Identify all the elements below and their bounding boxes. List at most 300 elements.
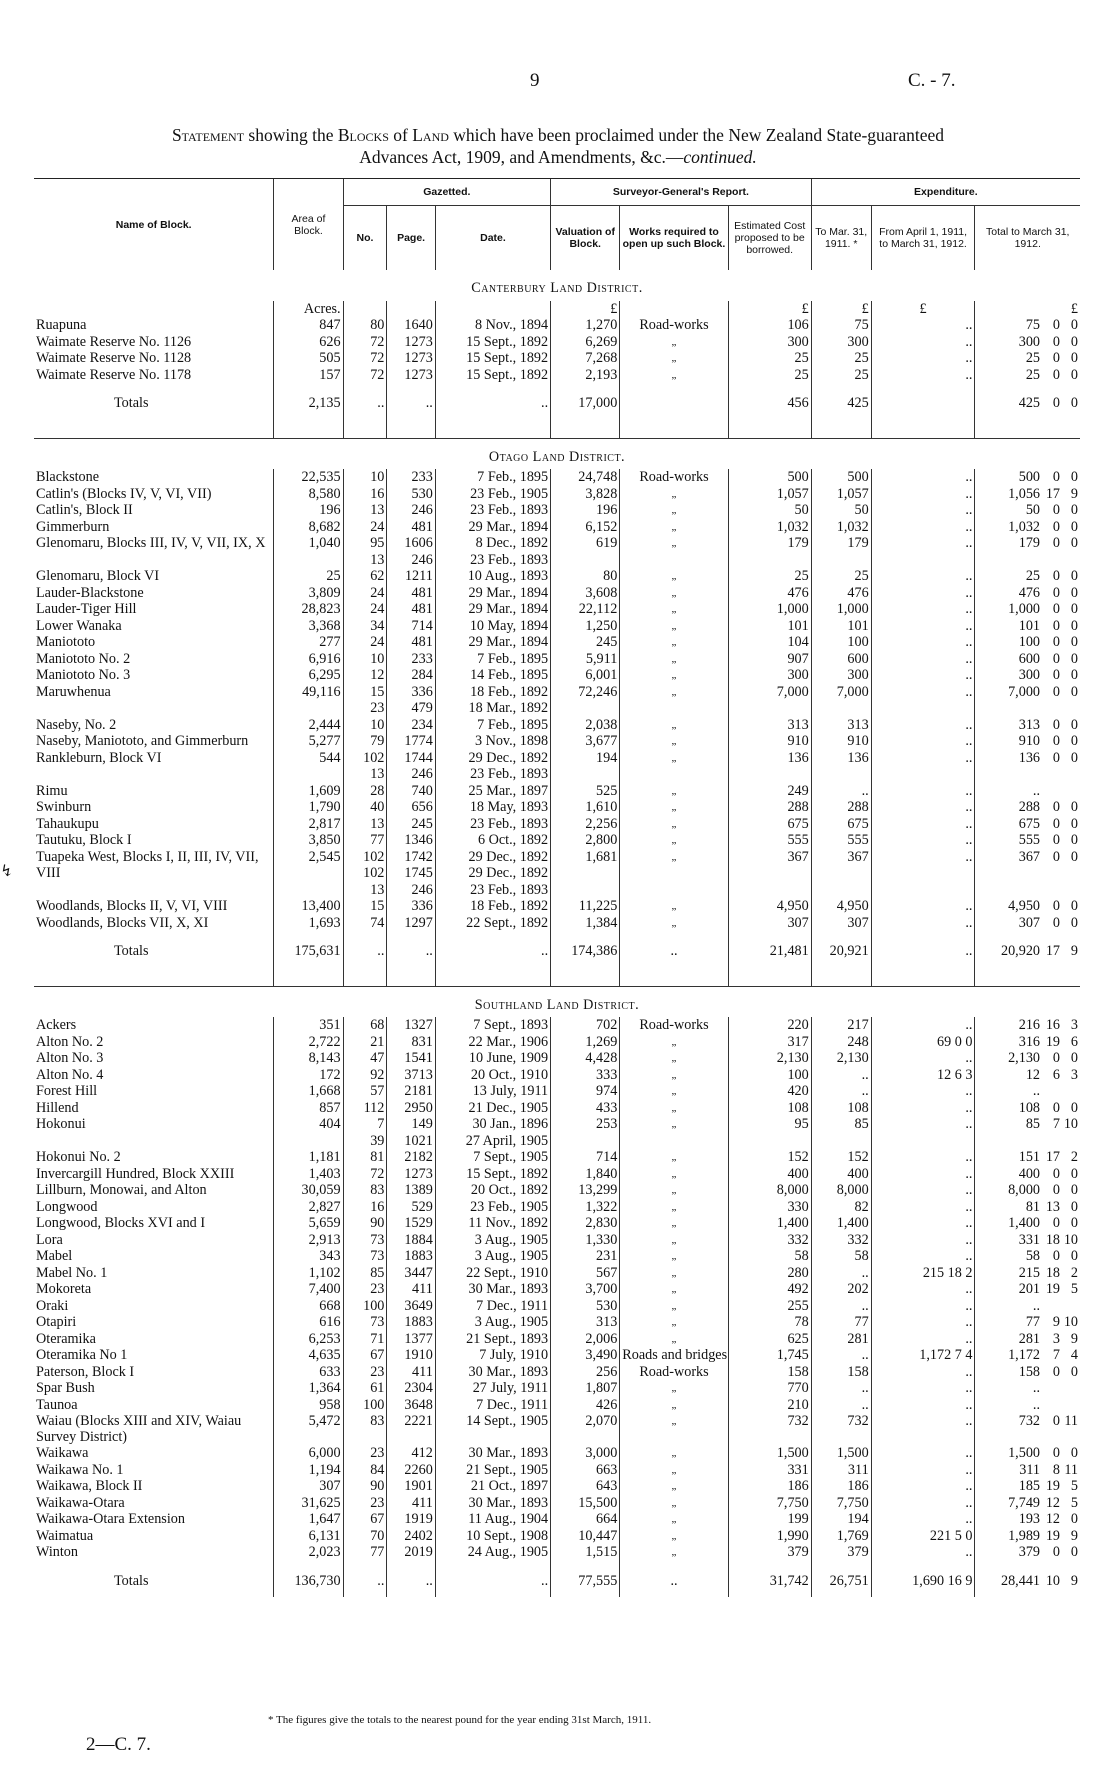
expenditure-to-1911: 2,130: [811, 1050, 871, 1067]
gazette-date: 29 Mar., 1894: [435, 601, 550, 618]
gazette-no: 95 13: [343, 535, 387, 568]
expenditure-to-1911: 50: [811, 502, 871, 519]
valuation: 11,225: [551, 898, 620, 915]
expenditure-to-1911: 332: [811, 1232, 871, 1249]
works-required: „: [620, 1248, 728, 1265]
area-acres: 196: [274, 502, 343, 519]
total-pounds: 400: [1018, 1165, 1040, 1182]
valuation: 2,830: [551, 1215, 620, 1232]
total-pounds: 81: [1025, 1198, 1040, 1215]
separator-cell: [387, 968, 435, 987]
gazette-date: 22 Sept., 1910: [435, 1265, 550, 1282]
total-pounds: 1,500: [1008, 1445, 1040, 1461]
expenditure-to-1911: 58: [811, 1248, 871, 1265]
total-pounds: 85: [1025, 1116, 1040, 1132]
estimated-cost: 31,742: [728, 1561, 811, 1598]
total-pounds: 158: [1018, 1363, 1040, 1380]
gazette-date: 22 Mar., 1906: [435, 1034, 550, 1051]
works-required: „: [620, 1413, 728, 1445]
expenditure-to-1911: 500: [811, 469, 871, 486]
total-pence: 0: [1070, 898, 1078, 914]
expenditure-from-1911: ..: [871, 1100, 975, 1117]
total-pence: 0: [1070, 617, 1078, 634]
gazette-date: 29 Dec., 1892 29 Dec., 1892 23 Feb., 1893: [435, 849, 550, 899]
total-pounds: 555: [1018, 832, 1040, 848]
expenditure-from-1911: ..: [871, 350, 975, 367]
total-shillings: 0: [1052, 848, 1060, 865]
total-to-1912: [975, 535, 1080, 568]
estimated-cost: 25: [728, 568, 811, 585]
area-acres: 8,580: [274, 486, 343, 503]
expenditure-to-1911: 217: [811, 1017, 871, 1034]
total-pounds: 425: [1018, 395, 1040, 411]
total-pounds: 7,749: [1008, 1494, 1040, 1511]
district-heading: Canterbury Land District.: [471, 280, 643, 296]
separator-cell: [34, 420, 274, 439]
total-shillings: 19: [1045, 1527, 1060, 1544]
gazette-page: 1910: [387, 1347, 435, 1364]
table-row: [34, 519, 1080, 536]
block-name: Waikawa-Otara Extension: [36, 1511, 185, 1527]
table-row: [34, 1397, 1080, 1414]
area-acres: 175,631: [274, 931, 343, 968]
total-shillings: 0: [1052, 634, 1060, 650]
total-shillings: 0: [1052, 1182, 1060, 1198]
expenditure-from-1911: ..: [871, 502, 975, 519]
works-required: „: [620, 915, 728, 932]
total-shillings: 0: [1052, 584, 1060, 601]
total-shillings: 19: [1045, 1281, 1060, 1297]
estimated-cost: 25: [728, 367, 811, 384]
table-row: [34, 367, 1080, 384]
total-pence: 0: [1070, 848, 1078, 865]
valuation: 2,038: [551, 717, 620, 734]
area-acres: 5,277: [274, 733, 343, 750]
total-pence: 0: [1070, 350, 1078, 366]
table-row: [34, 469, 1080, 486]
total-to-1912: [975, 1298, 1080, 1315]
block-name: Glenomaru, Blocks III, IV, V, VII, IX, X: [36, 535, 266, 551]
works-required: „: [620, 367, 728, 384]
total-to-1912: [975, 799, 1080, 816]
estimated-cost: 770: [728, 1380, 811, 1397]
gazette-page: 245: [387, 816, 435, 833]
total-to-1912: [975, 1232, 1080, 1249]
works-required: „: [620, 1298, 728, 1315]
expenditure-from-1911: ..: [871, 486, 975, 503]
total-shillings: 0: [1052, 1544, 1060, 1560]
gazette-no: 10: [343, 717, 387, 734]
block-name: Tuapeka West, Blocks I, II, III, IV, VII, VIII: [36, 848, 259, 881]
total-shillings: 12: [1045, 1494, 1060, 1511]
area-acres: 5,659: [274, 1215, 343, 1232]
units-row: [34, 301, 1080, 318]
area-acres: 1,194: [274, 1462, 343, 1479]
estimated-cost: 199: [728, 1511, 811, 1528]
total-shillings: 0: [1052, 469, 1060, 485]
total-to-1912: [975, 898, 1080, 915]
estimated-cost: 288: [728, 799, 811, 816]
estimated-cost: 280: [728, 1265, 811, 1282]
total-shillings: 18: [1045, 1264, 1060, 1281]
total-pence: 0: [1070, 568, 1078, 584]
gazette-no: 72: [343, 350, 387, 367]
gazette-no: 10: [343, 651, 387, 668]
valuation: 72,246: [551, 684, 620, 717]
gazette-no: 7 39: [343, 1116, 387, 1149]
gazette-date: 25 Mar., 1897: [435, 783, 550, 800]
valuation: 3,000: [551, 1445, 620, 1462]
total-pounds: 20,920: [1000, 943, 1040, 959]
total-shillings: 19: [1045, 1033, 1060, 1050]
total-pounds: 193: [1018, 1511, 1040, 1527]
total-to-1912: [975, 1561, 1080, 1598]
header-page: Page.: [387, 206, 435, 271]
table-row: [34, 816, 1080, 833]
block-name: Gimmerburn: [36, 518, 110, 535]
table-row: [34, 634, 1080, 651]
total-pounds: 179: [1018, 535, 1040, 551]
works-required: Roads and bridges: [620, 1347, 728, 1364]
header-name-of-block: Name of Block.: [34, 179, 274, 271]
gazette-page: 2181: [387, 1083, 435, 1100]
total-pence: 10: [1063, 1231, 1078, 1248]
gazette-no: 83: [343, 1413, 387, 1445]
header-to-mar-1911: To Mar. 31, 1911. *: [811, 206, 871, 271]
gazette-date: 29 Mar., 1894: [435, 519, 550, 536]
gazette-page: 1541: [387, 1050, 435, 1067]
gazette-page: 246: [387, 502, 435, 519]
estimated-cost: 500: [728, 469, 811, 486]
estimated-cost: 179: [728, 535, 811, 568]
works-required: Road-works: [620, 1364, 728, 1381]
gazette-page: 530: [387, 486, 435, 503]
works-required: „: [620, 816, 728, 833]
table-row: [34, 898, 1080, 915]
expenditure-to-1911: 179: [811, 535, 871, 568]
total-shillings: 3: [1052, 1330, 1060, 1347]
unit-label: [343, 301, 387, 318]
estimated-cost: 317: [728, 1034, 811, 1051]
unit-label: Acres.: [274, 301, 343, 318]
gazette-no: 92: [343, 1067, 387, 1084]
works-required: ..: [620, 931, 728, 968]
estimated-cost: 456: [728, 383, 811, 420]
gazette-page: 481: [387, 634, 435, 651]
total-shillings: 0: [1052, 1248, 1060, 1264]
total-to-1912: [975, 1528, 1080, 1545]
total-shillings: 0: [1052, 1215, 1060, 1231]
header-valuation: Valuation of Block.: [551, 206, 620, 271]
separator-cell: [435, 420, 550, 439]
gazette-date: 21 Sept., 1905: [435, 1462, 550, 1479]
expenditure-from-1911: ..: [871, 799, 975, 816]
works-required: „: [620, 1445, 728, 1462]
valuation: 231: [551, 1248, 620, 1265]
valuation: 619: [551, 535, 620, 568]
gazette-page: 481: [387, 585, 435, 602]
estimated-cost: 25: [728, 350, 811, 367]
total-to-1912: [975, 502, 1080, 519]
total-shillings: 7: [1052, 1347, 1060, 1363]
expenditure-from-1911: 1,690 16 9: [871, 1561, 975, 1598]
total-shillings: 0: [1052, 667, 1060, 683]
total-to-1912: [975, 350, 1080, 367]
expenditure-from-1911: ..: [871, 1331, 975, 1348]
area-acres: 8,682: [274, 519, 343, 536]
estimated-cost: 8,000: [728, 1182, 811, 1199]
margin-mark: ↯: [0, 863, 14, 880]
total-pence: 0: [1070, 914, 1078, 931]
block-name: Swinburn: [36, 799, 92, 815]
total-pounds: 300: [1018, 667, 1040, 683]
gazette-page: 481: [387, 601, 435, 618]
total-to-1912: [975, 1215, 1080, 1232]
total-pounds: 732: [1018, 1413, 1040, 1429]
gazette-date: 15 Sept., 1892: [435, 367, 550, 384]
total-shillings: 0: [1052, 395, 1060, 411]
expenditure-to-1911: 1,500: [811, 1445, 871, 1462]
expenditure-to-1911: ..: [811, 1397, 871, 1414]
works-required: Road-works: [620, 317, 728, 334]
works-required: [620, 383, 728, 420]
estimated-cost: 21,481: [728, 931, 811, 968]
total-to-1912: [975, 667, 1080, 684]
total-to-1912: [975, 1034, 1080, 1051]
block-name: Lauder-Blackstone: [36, 584, 144, 601]
area-acres: 277: [274, 634, 343, 651]
total-pence: 11: [1064, 1413, 1078, 1429]
valuation: 245: [551, 634, 620, 651]
gazette-page: 1211: [387, 568, 435, 585]
area-acres: 1,102: [274, 1265, 343, 1282]
expenditure-to-1911: 732: [811, 1413, 871, 1445]
gazette-no: 77: [343, 832, 387, 849]
total-shillings: 0: [1052, 502, 1060, 518]
expenditure-from-1911: ..: [871, 1445, 975, 1462]
paper-code: C. - 7.: [908, 70, 956, 91]
total-shillings: 17: [1045, 1149, 1060, 1165]
expenditure-from-1911: 69 0 0: [871, 1034, 975, 1051]
valuation: 1,681: [551, 849, 620, 899]
gazette-no: 100: [343, 1397, 387, 1414]
expenditure-from-1911: ..: [871, 1083, 975, 1100]
gazette-page: 2304: [387, 1380, 435, 1397]
total-to-1912: [975, 816, 1080, 833]
gazette-no: 23: [343, 1495, 387, 1512]
separator-cell: [551, 420, 620, 439]
total-to-1912: [975, 717, 1080, 734]
expenditure-from-1911: ..: [871, 1413, 975, 1445]
total-pence: 0: [1070, 1511, 1078, 1527]
separator-cell: [387, 420, 435, 439]
block-name: Maniototo No. 3: [36, 667, 131, 683]
expenditure-from-1911: ..: [871, 1232, 975, 1249]
total-to-1912: [975, 1380, 1080, 1397]
valuation: 2,256: [551, 816, 620, 833]
gazette-page: 1901: [387, 1478, 435, 1495]
total-pence: 0: [1070, 749, 1078, 766]
total-to-1912: [975, 931, 1080, 968]
totals-row: [34, 383, 1080, 420]
title-word-statement: Statement: [171, 125, 245, 145]
block-name: Lauder-Tiger Hill: [36, 601, 137, 617]
area-acres: 544: [274, 750, 343, 783]
estimated-cost: 420: [728, 1083, 811, 1100]
total-pounds: 4,950: [1008, 898, 1040, 914]
total-to-1912: [975, 1511, 1080, 1528]
gazette-no: 81: [343, 1149, 387, 1166]
expenditure-from-1911: ..: [871, 1314, 975, 1331]
gazette-no: 24: [343, 634, 387, 651]
gazette-date: 30 Mar., 1893: [435, 1281, 550, 1298]
total-pounds: 1,032: [1008, 518, 1040, 535]
area-acres: 2,817: [274, 816, 343, 833]
total-pounds: ..: [1032, 1380, 1040, 1396]
estimated-cost: 95: [728, 1116, 811, 1149]
expenditure-to-1911: 379: [811, 1544, 871, 1561]
total-pence: 0: [1070, 815, 1078, 832]
estimated-cost: 379: [728, 1544, 811, 1561]
expenditure-to-1911: ..: [811, 783, 871, 800]
valuation: 530: [551, 1298, 620, 1315]
total-pounds: ..: [1032, 782, 1040, 799]
expenditure-from-1911: ..: [871, 334, 975, 351]
gazette-date: 30 Jan., 1896 27 April, 1905: [435, 1116, 550, 1149]
estimated-cost: 104: [728, 634, 811, 651]
works-required: „: [620, 1050, 728, 1067]
estimated-cost: 7,000: [728, 684, 811, 717]
total-pence: 0: [1070, 799, 1078, 815]
area-acres: 307: [274, 1478, 343, 1495]
total-shillings: 0: [1052, 716, 1060, 733]
table-row: [34, 651, 1080, 668]
area-acres: 28,823: [274, 601, 343, 618]
district-heading: Otago Land District.: [488, 448, 626, 465]
table-row: [34, 1182, 1080, 1199]
expenditure-from-1911: ..: [871, 634, 975, 651]
gazette-no: 23: [343, 1445, 387, 1462]
works-required: „: [620, 1495, 728, 1512]
total-pounds: 12: [1025, 1066, 1040, 1083]
separator-cell: [620, 420, 728, 439]
valuation: 643: [551, 1478, 620, 1495]
gazette-no: 23: [343, 1364, 387, 1381]
table-row: [34, 1462, 1080, 1479]
block-name: Mokoreta: [36, 1281, 92, 1297]
valuation: 22,112: [551, 601, 620, 618]
expenditure-from-1911: ..: [871, 568, 975, 585]
estimated-cost: 300: [728, 334, 811, 351]
works-required: „: [620, 1166, 728, 1183]
total-pence: 0: [1070, 1165, 1078, 1182]
expenditure-from-1911: [871, 383, 975, 420]
total-pence: 10: [1063, 1116, 1078, 1132]
table-row: [34, 1067, 1080, 1084]
gazette-page: 1919: [387, 1511, 435, 1528]
total-pence: 0: [1070, 1050, 1078, 1066]
header-works-required: Works required to open up such Block.: [620, 206, 728, 271]
page-title: [38, 124, 1078, 168]
table-row: [34, 832, 1080, 849]
total-shillings: 0: [1052, 1050, 1060, 1066]
estimated-cost: 58: [728, 1248, 811, 1265]
expenditure-to-1911: 108: [811, 1100, 871, 1117]
works-required: „: [620, 898, 728, 915]
expenditure-to-1911: 307: [811, 915, 871, 932]
expenditure-to-1911: 101: [811, 618, 871, 635]
gazette-page: 1640: [387, 317, 435, 334]
table-row: [34, 1215, 1080, 1232]
block-name: Spar Bush: [36, 1380, 95, 1396]
total-shillings: 7: [1052, 1116, 1060, 1132]
block-name: Waikawa, Block II: [36, 1478, 143, 1494]
gazette-date: 15 Sept., 1892: [435, 334, 550, 351]
valuation: 3,700: [551, 1281, 620, 1298]
total-pounds: 7,000: [1008, 683, 1040, 700]
total-to-1912: [975, 618, 1080, 635]
total-pence: 0: [1070, 333, 1078, 350]
gazette-date: 14 Sept., 1905: [435, 1413, 550, 1445]
total-pounds: 311: [1019, 1461, 1040, 1478]
valuation: 1,322: [551, 1199, 620, 1216]
expenditure-to-1911: 400: [811, 1166, 871, 1183]
total-pence: 0: [1070, 1248, 1078, 1264]
area-acres: 351: [274, 1017, 343, 1034]
gazette-date: 23 Feb., 1893: [435, 816, 550, 833]
gazette-page: 1742 1745 246: [387, 849, 435, 899]
block-name: Woodlands, Blocks II, V, VI, VIII: [36, 898, 228, 914]
area-acres: 1,693: [274, 915, 343, 932]
gazette-date: 10 June, 1909: [435, 1050, 550, 1067]
unit-label: [620, 301, 728, 318]
gazette-no: 24: [343, 519, 387, 536]
area-acres: 5,472: [274, 1413, 343, 1445]
expenditure-to-1911: 910: [811, 733, 871, 750]
valuation: 664: [551, 1511, 620, 1528]
gazette-date: 11 Aug., 1904: [435, 1511, 550, 1528]
total-pounds: 28,441: [1000, 1572, 1040, 1589]
total-pence: 0: [1070, 634, 1078, 650]
block-name: Longwood, Blocks XVI and I: [36, 1215, 206, 1231]
gazette-date: 7 Feb., 1895: [435, 469, 550, 486]
total-to-1912: [975, 1347, 1080, 1364]
expenditure-from-1911: ..: [871, 1199, 975, 1216]
total-to-1912: [975, 1199, 1080, 1216]
gazette-date: 15 Sept., 1892: [435, 1166, 550, 1183]
separator-cell: [811, 420, 871, 439]
gazette-date: 7 Sept., 1893: [435, 1017, 550, 1034]
gazette-no: 61: [343, 1380, 387, 1397]
total-to-1912: [975, 1413, 1080, 1445]
table-row: [34, 684, 1080, 717]
title-text-3: which have been proclaimed under the New Zealand State-guaranteed: [448, 125, 945, 145]
valuation: 525: [551, 783, 620, 800]
total-shillings: 0: [1052, 1099, 1060, 1116]
gazette-date: 3 Aug., 1905: [435, 1248, 550, 1265]
gazette-date: 3 Nov., 1898: [435, 733, 550, 750]
total-pounds: 300: [1018, 333, 1040, 350]
works-required: „: [620, 717, 728, 734]
expenditure-to-1911: ..: [811, 1347, 871, 1364]
total-shillings: 13: [1045, 1198, 1060, 1215]
block-name: Paterson, Block I: [36, 1363, 135, 1380]
works-required: „: [620, 350, 728, 367]
table-row: [34, 750, 1080, 783]
total-pence: 0: [1070, 502, 1078, 518]
valuation: 10,447: [551, 1528, 620, 1545]
gazette-date: 24 Aug., 1905: [435, 1544, 550, 1561]
